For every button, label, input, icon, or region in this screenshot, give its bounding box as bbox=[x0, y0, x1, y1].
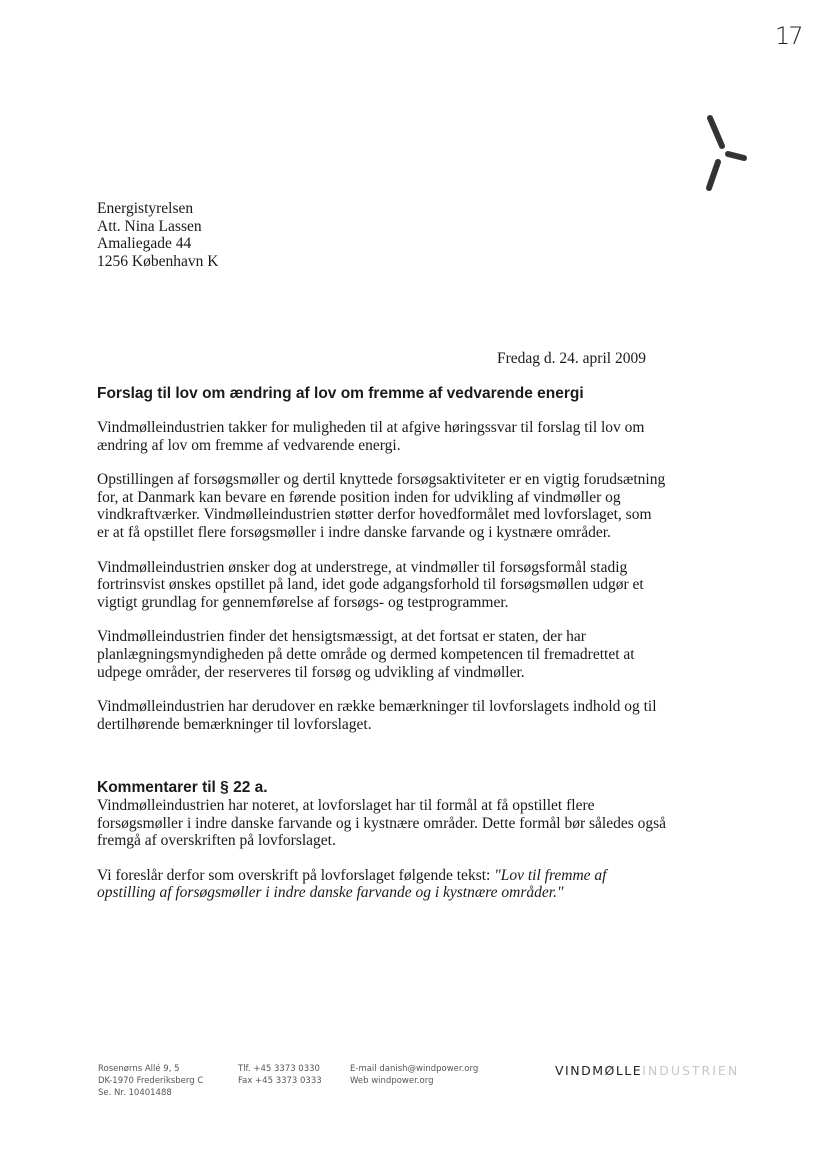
footer-phone bbox=[238, 1063, 322, 1087]
section-heading: Kommentarer til § 22 a. bbox=[97, 779, 268, 796]
footer-line: DK-1970 Frederiksberg C bbox=[98, 1076, 204, 1086]
footer-line: Tlf. +45 3373 0330 bbox=[238, 1064, 320, 1074]
footer-contact bbox=[350, 1063, 478, 1087]
footer-brand bbox=[555, 1063, 739, 1078]
page-number: 17 bbox=[775, 22, 802, 50]
footer-line: Se. Nr. 10401488 bbox=[98, 1088, 172, 1098]
subject-heading: Forslag til lov om ændring af lov om fremme af vedvarende energi bbox=[97, 385, 584, 402]
recipient-line: Amaliegade 44 bbox=[97, 235, 192, 252]
brand-tail: INDUSTRIEN bbox=[642, 1063, 740, 1078]
body-paragraph: Vindmølleindustrien ønsker dog at understrege, at vindmøller til forsøgsformål stadig fortrinsvist ønskes opstillet på land, idet gode adgangsforhold til forsøgsmøllen udgør et vigtigt grundlag for gennemførelse af forsøgs- og testprogrammer. bbox=[97, 558, 644, 611]
letter-date: Fredag d. 24. april 2009 bbox=[497, 350, 646, 367]
section-body bbox=[97, 797, 667, 919]
proposal-intro: Vi foreslår derfor som overskrift på lovforslaget følgende tekst: bbox=[97, 866, 495, 884]
footer-line: Web windpower.org bbox=[350, 1076, 434, 1086]
body-paragraph: Vindmølleindustrien takker for muligheden til at afgive høringssvar til forslag til lov om ændring af lov om fremme af vedvarende energi. bbox=[97, 419, 645, 454]
body-paragraph: Vindmølleindustrien finder det hensigtsmæssigt, at det fortsat er staten, der har planlægningsmyndigheden på dette område og dermed kompetencen til fremadrettet at udpege områder, der reserveres til forsøg og udvikling af vindmøller. bbox=[97, 628, 635, 681]
section-paragraph: Vindmølleindustrien har noteret, at lovforslaget har til formål at få opstillet flere forsøgsmøller i indre danske farvande og i kystnære områder. Dette formål bør således også fremgå af overskriften på lovforslaget. bbox=[97, 797, 667, 850]
recipient-line: 1256 København K bbox=[97, 252, 219, 270]
windmill-blade-logo-icon bbox=[698, 112, 750, 194]
letter-body bbox=[97, 419, 667, 750]
recipient-address bbox=[97, 200, 218, 270]
brand-name: VINDMØLLE bbox=[555, 1063, 643, 1078]
footer-address bbox=[98, 1063, 203, 1099]
section-paragraph-proposal bbox=[97, 867, 667, 902]
body-paragraph: Vindmølleindustrien har derudover en række bemærkninger til lovforslagets indhold og til dertilhørende bemærkninger til lovforslaget. bbox=[97, 698, 657, 733]
footer-line: E-mail danish@windpower.org bbox=[350, 1064, 479, 1074]
footer-line: Rosenørns Allé 9, 5 bbox=[98, 1064, 180, 1074]
body-paragraph: Opstillingen af forsøgsmøller og dertil knyttede forsøgsaktiviteter er en vigtig forudsætning for, at Danmark kan bevare en førende position inden for udvikling af vindmøller og vindkraftværker. Vindmølleindustrien støtter derfor hovedformålet med lovforslaget, som er at få opstillet flere forsøgsmøller i indre danske farvande og i kystnære områder. bbox=[97, 471, 666, 541]
footer-line: Fax +45 3373 0333 bbox=[238, 1076, 322, 1086]
recipient-line: Energistyrelsen bbox=[97, 200, 194, 217]
proposal-quote: "Lov til fremme af opstilling af forsøgsmøller i indre danske farvande og i kystnære områder." bbox=[97, 866, 607, 902]
recipient-line: Att. Nina Lassen bbox=[97, 217, 202, 235]
